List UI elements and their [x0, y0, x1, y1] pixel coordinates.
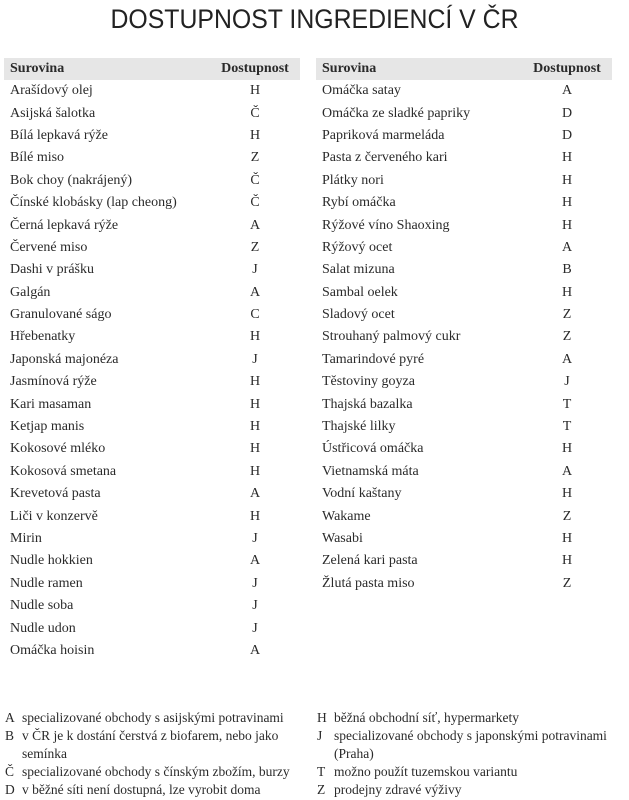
legend-key: A	[5, 710, 15, 725]
availability-code: Z	[562, 575, 572, 591]
ingredient-name: Thajské lilky	[322, 419, 396, 435]
table-row	[316, 304, 612, 326]
availability-code: B	[562, 262, 572, 278]
availability-code: H	[561, 531, 573, 546]
table-row	[316, 170, 612, 192]
ingredient-name: Asijská šalotka	[10, 105, 96, 121]
ingredient-name: Salat mizuna	[322, 262, 395, 278]
table-row	[316, 573, 612, 595]
table-row	[316, 528, 612, 550]
availability-code: A	[249, 284, 261, 300]
legend-text: v běžné síti není dostupná, lze vyrobit doma	[22, 782, 261, 797]
table-row	[316, 80, 612, 102]
ingredient-name: Rýžové víno Shaoxing	[322, 217, 450, 233]
table-row	[4, 237, 300, 259]
ingredient-name: Sambal oelek	[322, 284, 398, 300]
legend-key: B	[5, 728, 15, 743]
availability-code: H	[249, 374, 261, 390]
legend-text: specializované obchody s čínským zbožím, burzy	[22, 764, 290, 779]
availability-code: Č	[250, 195, 260, 211]
table-row	[4, 528, 300, 550]
ingredient-name: Omáčka satay	[322, 83, 401, 99]
table-row	[316, 371, 612, 393]
table-row	[4, 102, 300, 124]
ingredient-name: Hřebenatky	[10, 329, 76, 345]
ingredient-name: Nudle udon	[10, 620, 76, 636]
table-row	[4, 550, 300, 572]
legend-item	[5, 763, 305, 781]
ingredient-name: Papriková marmeláda	[322, 127, 445, 143]
legend-right	[317, 709, 617, 799]
table-row	[316, 214, 612, 236]
ingredient-name: Černá lepkavá rýže	[10, 217, 119, 233]
availability-code: H	[249, 83, 261, 99]
availability-code: H	[561, 441, 573, 457]
ingredient-name: Granulované ságo	[10, 307, 112, 323]
table-row	[4, 393, 300, 415]
table-row	[4, 461, 300, 483]
availability-table-right	[316, 58, 612, 595]
ingredient-name: Omáčka hoisin	[10, 642, 95, 658]
table-row	[4, 505, 300, 527]
ingredient-name: Wasabi	[322, 531, 363, 546]
availability-code: Č	[250, 172, 260, 188]
availability-code: Z	[562, 329, 572, 345]
table-row	[316, 505, 612, 527]
ingredient-name: Jasmínová rýže	[10, 374, 97, 390]
availability-code: A	[561, 83, 573, 99]
table-row	[316, 349, 612, 371]
table-row	[4, 326, 300, 348]
ingredient-name: Thajská bazalka	[322, 396, 413, 412]
availability-code: J	[252, 598, 258, 614]
ingredient-name: Nudle soba	[10, 598, 74, 614]
table-row	[4, 125, 300, 147]
availability-code: A	[561, 463, 573, 479]
table-row	[4, 259, 300, 281]
ingredient-name: Wakame	[322, 508, 371, 524]
legend-left	[5, 709, 305, 799]
table-row	[4, 214, 300, 236]
ingredient-name: Krevetová pasta	[10, 486, 101, 502]
legend-item	[5, 781, 305, 799]
ingredient-name: Ketjap manis	[10, 419, 85, 435]
ingredient-name: Kokosová smetana	[10, 463, 117, 479]
availability-code: Z	[250, 150, 260, 166]
availability-code: H	[561, 172, 573, 188]
ingredient-name: Zelená kari pasta	[322, 553, 418, 569]
ingredient-name: Strouhaný palmový cukr	[322, 329, 461, 345]
table-row	[316, 550, 612, 572]
ingredient-name: Čínské klobásky (lap cheong)	[10, 195, 177, 211]
table-row	[316, 125, 612, 147]
table-row	[316, 438, 612, 460]
availability-code: H	[561, 195, 573, 211]
availability-code: H	[249, 441, 261, 457]
availability-code: H	[249, 419, 261, 435]
ingredient-name: Vietnamská máta	[322, 463, 419, 479]
header-availability: Dostupnost	[221, 61, 289, 76]
availability-code: H	[249, 329, 261, 345]
legend-text: specializované obchody s asijskými potravinami	[22, 710, 284, 725]
table-row	[4, 416, 300, 438]
page-title: DOSTUPNOST INGREDIENCÍ V ČR	[110, 4, 519, 34]
table-row	[316, 326, 612, 348]
legend-key: H	[317, 710, 327, 725]
table-row	[4, 304, 300, 326]
table-row	[4, 640, 300, 662]
availability-code: D	[561, 127, 573, 143]
ingredient-name: Sladový ocet	[322, 307, 395, 323]
table-row	[316, 483, 612, 505]
table-row	[4, 349, 300, 371]
ingredient-name: Červené miso	[10, 239, 88, 255]
table-row	[316, 416, 612, 438]
availability-code: Č	[250, 105, 260, 121]
ingredient-name: Rybí omáčka	[322, 195, 396, 211]
availability-code: H	[561, 553, 573, 569]
availability-code: T	[562, 419, 572, 435]
availability-code: A	[249, 486, 261, 502]
ingredient-name: Bílá lepkavá rýže	[10, 127, 108, 143]
availability-code: H	[249, 508, 261, 524]
table-row	[316, 461, 612, 483]
availability-table-left	[4, 58, 300, 662]
availability-code: A	[561, 351, 573, 367]
table-row	[4, 80, 300, 102]
legend-key: T	[317, 764, 326, 779]
legend-key: Z	[317, 782, 326, 797]
availability-code: Z	[562, 307, 572, 323]
legend-key: Č	[5, 764, 15, 779]
header-availability: Dostupnost	[533, 61, 601, 76]
ingredient-name: Mirin	[10, 531, 42, 546]
ingredient-name: Bok choy (nakrájený)	[10, 172, 133, 188]
availability-code: J	[564, 374, 570, 390]
availability-code: C	[250, 307, 260, 323]
header-ingredient: Surovina	[322, 61, 377, 76]
legend-item	[317, 781, 617, 799]
table-row	[4, 371, 300, 393]
ingredient-name: Rýžový ocet	[322, 239, 393, 255]
table-row	[316, 102, 612, 124]
table-row	[4, 483, 300, 505]
availability-code: A	[561, 239, 573, 255]
table-row	[4, 617, 300, 639]
ingredient-name: Dashi v prášku	[10, 262, 94, 278]
ingredient-name: Žlutá pasta miso	[322, 575, 415, 591]
table-header	[316, 58, 612, 80]
legend-key: J	[317, 728, 323, 743]
availability-code: A	[249, 642, 261, 658]
ingredient-name: Ústřicová omáčka	[322, 441, 424, 457]
ingredient-name: Bílé miso	[10, 150, 65, 166]
table-row	[4, 282, 300, 304]
ingredient-name: Kari masaman	[10, 396, 92, 412]
table-row	[4, 192, 300, 214]
ingredient-name: Omáčka ze sladké papriky	[322, 105, 471, 121]
ingredient-name: Nudle ramen	[10, 575, 83, 591]
legend-item	[317, 727, 617, 763]
legend-text: možno použít tuzemskou variantu	[334, 764, 518, 779]
availability-code: J	[252, 620, 258, 636]
legend-text: v ČR je k dostání čerstvá z biofarem, nebo jako semínka	[22, 728, 279, 761]
table-row	[316, 393, 612, 415]
legend-text: specializované obchody s japonskými potravinami (Praha)	[334, 728, 607, 761]
ingredient-name: Galgán	[10, 284, 51, 300]
availability-code: D	[561, 105, 573, 121]
availability-code: A	[249, 553, 261, 569]
ingredient-name: Vodní kaštany	[322, 486, 402, 502]
availability-code: H	[561, 486, 573, 502]
availability-code: H	[561, 150, 573, 166]
table-row	[316, 147, 612, 169]
ingredient-name: Liči v konzervě	[10, 508, 98, 524]
legend-text: běžná obchodní síť, hypermarkety	[334, 710, 519, 725]
availability-code: J	[252, 351, 258, 367]
table-row	[4, 170, 300, 192]
ingredient-name: Tamarindové pyré	[322, 351, 425, 367]
ingredient-name: Pasta z červeného kari	[322, 150, 448, 166]
ingredient-name: Kokosové mléko	[10, 441, 106, 457]
legend-item	[5, 727, 305, 763]
table-row	[4, 147, 300, 169]
availability-code: J	[252, 262, 258, 278]
availability-code: Z	[562, 508, 572, 524]
legend-key: D	[5, 782, 15, 797]
availability-code: H	[561, 284, 573, 300]
table-row	[316, 192, 612, 214]
ingredient-name: Těstoviny goyza	[322, 374, 415, 390]
availability-code: Z	[250, 239, 260, 255]
availability-code: T	[562, 396, 572, 412]
table-row	[316, 282, 612, 304]
legend-item	[317, 763, 617, 781]
table-row	[4, 595, 300, 617]
availability-code: J	[252, 531, 258, 546]
table-header	[4, 58, 300, 80]
availability-code: H	[249, 463, 261, 479]
ingredient-name: Plátky nori	[322, 172, 384, 188]
ingredient-name: Arašídový olej	[10, 83, 93, 99]
table-row	[316, 259, 612, 281]
availability-code: A	[249, 217, 261, 233]
ingredient-name: Nudle hokkien	[10, 553, 93, 569]
availability-code: H	[249, 396, 261, 412]
availability-code: H	[561, 217, 573, 233]
ingredient-name: Japonská majonéza	[10, 351, 119, 367]
table-row	[4, 573, 300, 595]
header-ingredient: Surovina	[10, 61, 65, 76]
table-row	[316, 237, 612, 259]
availability-code: H	[249, 127, 261, 143]
table-row	[4, 438, 300, 460]
legend-text: prodejny zdravé výživy	[334, 782, 462, 797]
availability-code: J	[252, 575, 258, 591]
legend-item	[5, 709, 305, 727]
legend-item	[317, 709, 617, 727]
